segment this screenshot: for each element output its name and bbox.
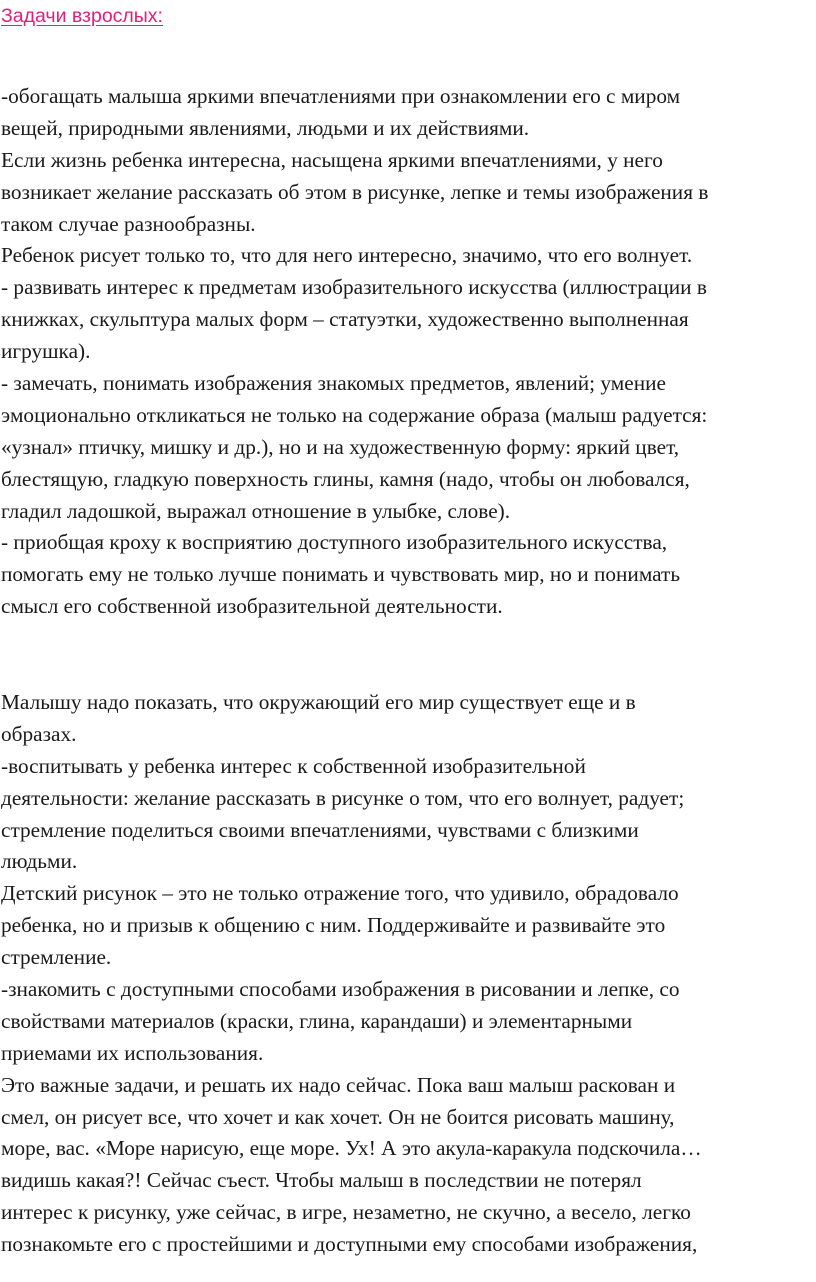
text-line: «узнал» птичку, мишку и др.), но и на художественную форму: яркий цвет, — [1, 434, 680, 459]
paragraph-block-1 — [1, 81, 816, 623]
text-line: деятельности: желание рассказать в рисунке о том, что его волнует, радует; — [1, 785, 685, 810]
text-line: ребенка, но и призыв к общению с ним. Поддерживайте и развивайте это — [1, 913, 666, 938]
text-line: образах. — [1, 721, 77, 746]
text-line: стремление поделиться своими впечатлениями, чувствами с близкими — [1, 817, 639, 842]
text-line: блестящую, гладкую поверхность глины, камня (надо, чтобы он любовался, — [1, 466, 690, 491]
section-heading: Задачи взрослых: — [1, 5, 163, 27]
text-line: -воспитывать у ребенка интерес к собственной изобразительной — [1, 753, 586, 778]
text-line: смел, он рисует все, что хочет и как хочет. Он не боится рисовать машину, — [1, 1104, 675, 1129]
text-line: вещей, природными явлениями, людьми и их действиями. — [1, 115, 530, 140]
text-line: возникает желание рассказать об этом в рисунке, лепке и темы изображения в — [1, 179, 709, 204]
text-line: Детский рисунок – это не только отражение того, что удивило, обрадовало — [1, 881, 679, 906]
text-line: Это важные задачи, и решать их надо сейчас. Пока ваш малыш раскован и — [1, 1072, 676, 1097]
text-line: Малышу надо показать, что окружающий его мир существует еще и в — [1, 689, 636, 714]
text-line: видишь какая?! Сейчас съест. Чтобы малыш в последствии не потерял — [1, 1168, 642, 1193]
text-line: - развивать интерес к предметам изобразительного искусства (иллюстрации в — [1, 275, 707, 300]
text-line: таком случае разнообразны. — [1, 211, 256, 236]
text-line: Ребенок рисует только то, что для него интересно, значимо, что его волнует. — [1, 243, 693, 268]
text-line: Если жизнь ребенка интересна, насыщена яркими впечатлениями, у него — [1, 147, 663, 172]
text-line: стремление. — [1, 945, 112, 970]
text-line: - приобщая кроху к восприятию доступного изобразительного искусства, — [1, 530, 668, 555]
text-line: приемами их использования. — [1, 1040, 264, 1065]
paragraph-block-2 — [1, 687, 816, 1261]
text-line: книжках, скульптура малых форм – статуэтки, художественно выполненная — [1, 307, 689, 332]
text-line: свойствами материалов (краски, глина, карандаши) и элементарными — [1, 1008, 633, 1033]
text-line: -обогащать малыша яркими впечатлениями при ознакомлении его с миром — [1, 84, 681, 108]
text-line: эмоционально откликаться не только на содержание образа (малыш радуется: — [1, 402, 708, 427]
text-line: море, вас. «Море нарисую, еще море. Ух! А это акула-каракула подскочила… — [1, 1136, 702, 1161]
text-line: интерес к рисунку, уже сейчас, в игре, незаметно, не скучно, а весело, легко — [1, 1200, 691, 1225]
text-line: людьми. — [1, 849, 78, 874]
text-line: -знакомить с доступными способами изображения в рисовании и лепке, со — [1, 976, 680, 1001]
text-line: гладил ладошкой, выражал отношение в улыбке, слове). — [1, 498, 511, 523]
text-line: - замечать, понимать изображения знакомых предметов, явлений; умение — [1, 371, 666, 396]
text-line: познакомьте его с простейшими и доступными ему способами изображения, — [1, 1232, 698, 1257]
text-line: смысл его собственной изобразительной деятельности. — [1, 594, 503, 619]
text-line: помогать ему не только лучше понимать и чувствовать мир, но и понимать — [1, 562, 681, 587]
paragraph-spacer — [1, 623, 816, 687]
text-line: игрушка). — [1, 339, 91, 364]
document-body — [1, 81, 816, 1261]
